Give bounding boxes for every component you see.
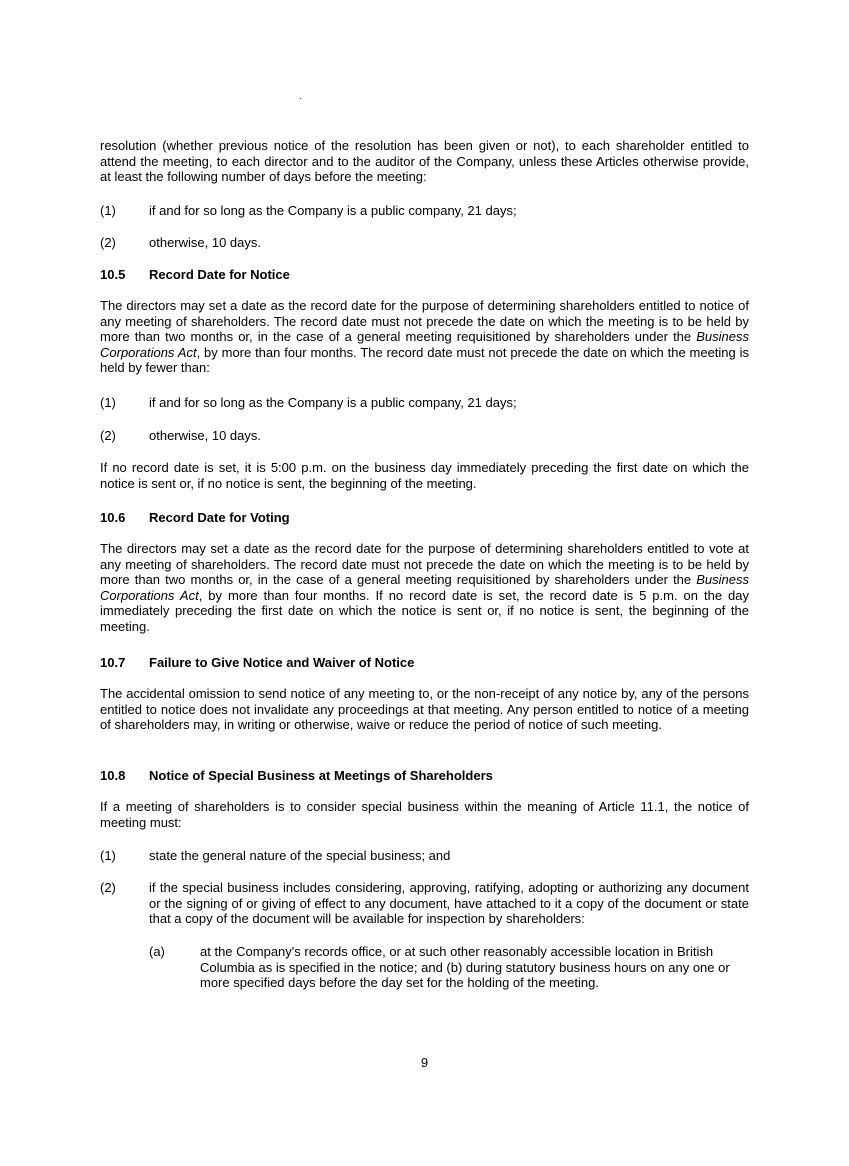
subitem-text: at the Company's records office, or at such other reasonably accessible location in British Columbia as is specified in the notice; and (b) during statutory business hours on any one or more specified days before the day set for the holding of the meeting. <box>200 944 730 991</box>
page-number: 9 <box>420 1055 429 1070</box>
item-text: otherwise, 10 days. <box>149 235 262 250</box>
item-number: (2) <box>100 428 116 443</box>
act-name: Business Corporations Act <box>100 329 749 360</box>
section-10-5-paragraph-1: The directors may set a date as the record date for the purpose of determining shareholders entitled to notice of any meeting of shareholders. The record date must not precede the date on which the meeting is to be held by more than two months or, in the case of a general meeting requisitioned by shareholders under the Business Corporations Act, by more than four months. The record date must not precede the date on which the meeting is held by fewer than: <box>100 298 750 376</box>
stray-mark <box>300 98 301 99</box>
item-number: (2) <box>100 880 116 895</box>
section-number: 10.5 <box>100 267 126 282</box>
section-10-8-paragraph-1: If a meeting of shareholders is to consider special business within the meaning of Article 11.1, the notice of meeting must: <box>100 799 749 830</box>
item-text: if and for so long as the Company is a public company, 21 days; <box>149 395 517 410</box>
item-text: otherwise, 10 days. <box>149 428 262 443</box>
item-text: state the general nature of the special business; and <box>149 848 451 863</box>
section-title: Record Date for Voting <box>149 510 290 525</box>
item-text: if the special business includes considering, approving, ratifying, adopting or authorizing any document or the signing of or giving of effect to any document, have attached to it a copy of the document or state that a copy of the document will be available for inspection by shareholders: <box>149 880 749 927</box>
item-number: (1) <box>100 848 116 863</box>
item-number: (1) <box>100 395 116 410</box>
section-10-7-paragraph-1: The accidental omission to send notice of any meeting to, or the non-receipt of any notice by, any of the persons entitled to notice does not invalidate any proceedings at that meeting. Any person entitled to notice of a meeting of shareholders may, in writing or otherwise, waive or reduce the period of notice of such meeting. <box>100 686 749 733</box>
section-title: Notice of Special Business at Meetings of Shareholders <box>149 768 493 783</box>
section-number: 10.6 <box>100 510 126 525</box>
item-text: if and for so long as the Company is a public company, 21 days; <box>149 203 517 218</box>
section-title: Failure to Give Notice and Waiver of Notice <box>149 655 415 670</box>
subitem-number: (a) <box>149 944 165 959</box>
section-number: 10.7 <box>100 655 126 670</box>
section-title: Record Date for Notice <box>149 267 290 282</box>
section-10-6-paragraph-1: The directors may set a date as the record date for the purpose of determining shareholders entitled to vote at any meeting of shareholders. The record date must not precede the date on which the meeting is to be held by more than two months or, in the case of a general meeting requisitioned by shareholders under the Business Corporations Act, by more than four months. If no record date is set, the record date is 5 p.m. on the day immediately preceding the first date on which the notice is sent or, if no notice is sent, the beginning of the meeting. <box>100 541 750 634</box>
section-10-5-paragraph-2: If no record date is set, it is 5:00 p.m. on the business day immediately preceding the first date on which the notice is sent or, if no notice is sent, the beginning of the meeting. <box>100 460 749 491</box>
item-number: (1) <box>100 203 116 218</box>
section-number: 10.8 <box>100 768 126 783</box>
item-number: (2) <box>100 235 116 250</box>
intro-paragraph: resolution (whether previous notice of the resolution has been given or not), to each shareholder entitled to attend the meeting, to each director and to the auditor of the Company, unless these Articles otherwise provide, at least the following number of days before the meeting: <box>100 138 749 185</box>
act-name: Business Corporations Act <box>100 572 749 603</box>
